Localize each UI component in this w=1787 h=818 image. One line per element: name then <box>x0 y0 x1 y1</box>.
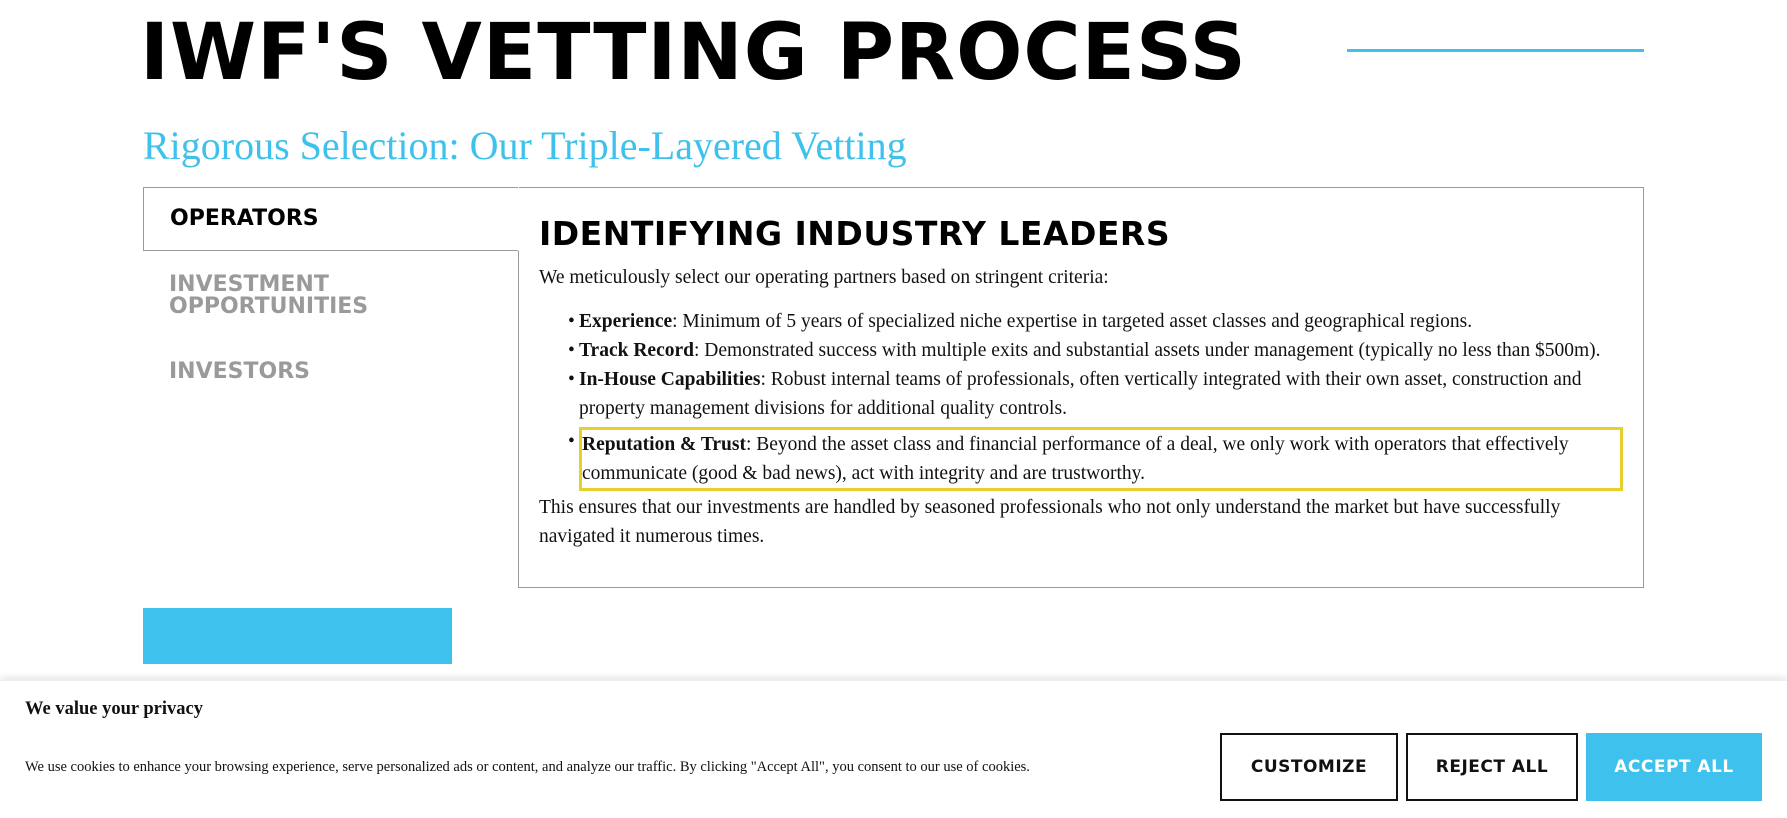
cookie-text: We use cookies to enhance your browsing experience, serve personalized ads or content, and analyze our traffic. By clicking "Accept All", you consent to our use of cookies. <box>25 759 1030 775</box>
tab-investors[interactable]: INVESTORS <box>169 359 310 384</box>
tab-panel-operators <box>518 187 1644 588</box>
panel-heading: IDENTIFYING INDUSTRY LEADERS <box>539 214 1171 253</box>
criteria-text: : Demonstrated success with multiple exits and substantial assets under management (typically no less than $500m). <box>693 340 1601 361</box>
tab-investment-opportunities[interactable]: INVESTMENT OPPORTUNITIES <box>169 272 369 319</box>
reject-all-button[interactable]: REJECT ALL <box>1406 733 1578 801</box>
customize-button[interactable]: CUSTOMIZE <box>1220 733 1398 801</box>
criteria-item-experience <box>568 307 1623 336</box>
cookie-banner <box>0 680 1787 818</box>
panel-intro: We meticulously select our operating partners based on stringent criteria: <box>539 267 1109 288</box>
criteria-list <box>539 307 1623 491</box>
tab-operators[interactable]: OPERATORS <box>143 187 518 251</box>
criteria-item-reputation <box>568 427 1623 491</box>
cta-button[interactable] <box>143 608 452 664</box>
criteria-text: : Robust internal teams of professionals, often vertically integrated with their own asset, construction and property management divisions for additional quality controls. <box>579 369 1582 419</box>
panel-outro: This ensures that our investments are handled by seasoned professionals who not only understand the market but have successfully navigated it numerous times. <box>539 497 1561 547</box>
title-divider <box>1347 49 1644 52</box>
highlight-box <box>579 427 1623 491</box>
page-title: IWF'S VETTING PROCESS <box>140 8 1247 98</box>
criteria-term: Track Record <box>579 340 694 361</box>
accept-all-button[interactable]: ACCEPT ALL <box>1586 733 1762 801</box>
section-subtitle: Rigorous Selection: Our Triple-Layered Vetting <box>143 123 907 168</box>
criteria-text: : Beyond the asset class and financial performance of a deal, we only work with operators that effectively communicate (good & bad news), act with integrity and are trustworthy. <box>582 434 1569 484</box>
criteria-term: In-House Capabilities <box>579 369 761 390</box>
criteria-item-track-record <box>568 336 1623 365</box>
tab-connector <box>518 186 519 251</box>
criteria-item-in-house <box>568 365 1623 423</box>
criteria-term: Experience <box>579 311 673 332</box>
vetting-tabs <box>143 187 1644 588</box>
cookie-title: We value your privacy <box>25 699 203 719</box>
criteria-text: : Minimum of 5 years of specialized niche expertise in targeted asset classes and geographical regions. <box>672 311 1473 332</box>
criteria-term: Reputation & Trust <box>582 434 746 455</box>
